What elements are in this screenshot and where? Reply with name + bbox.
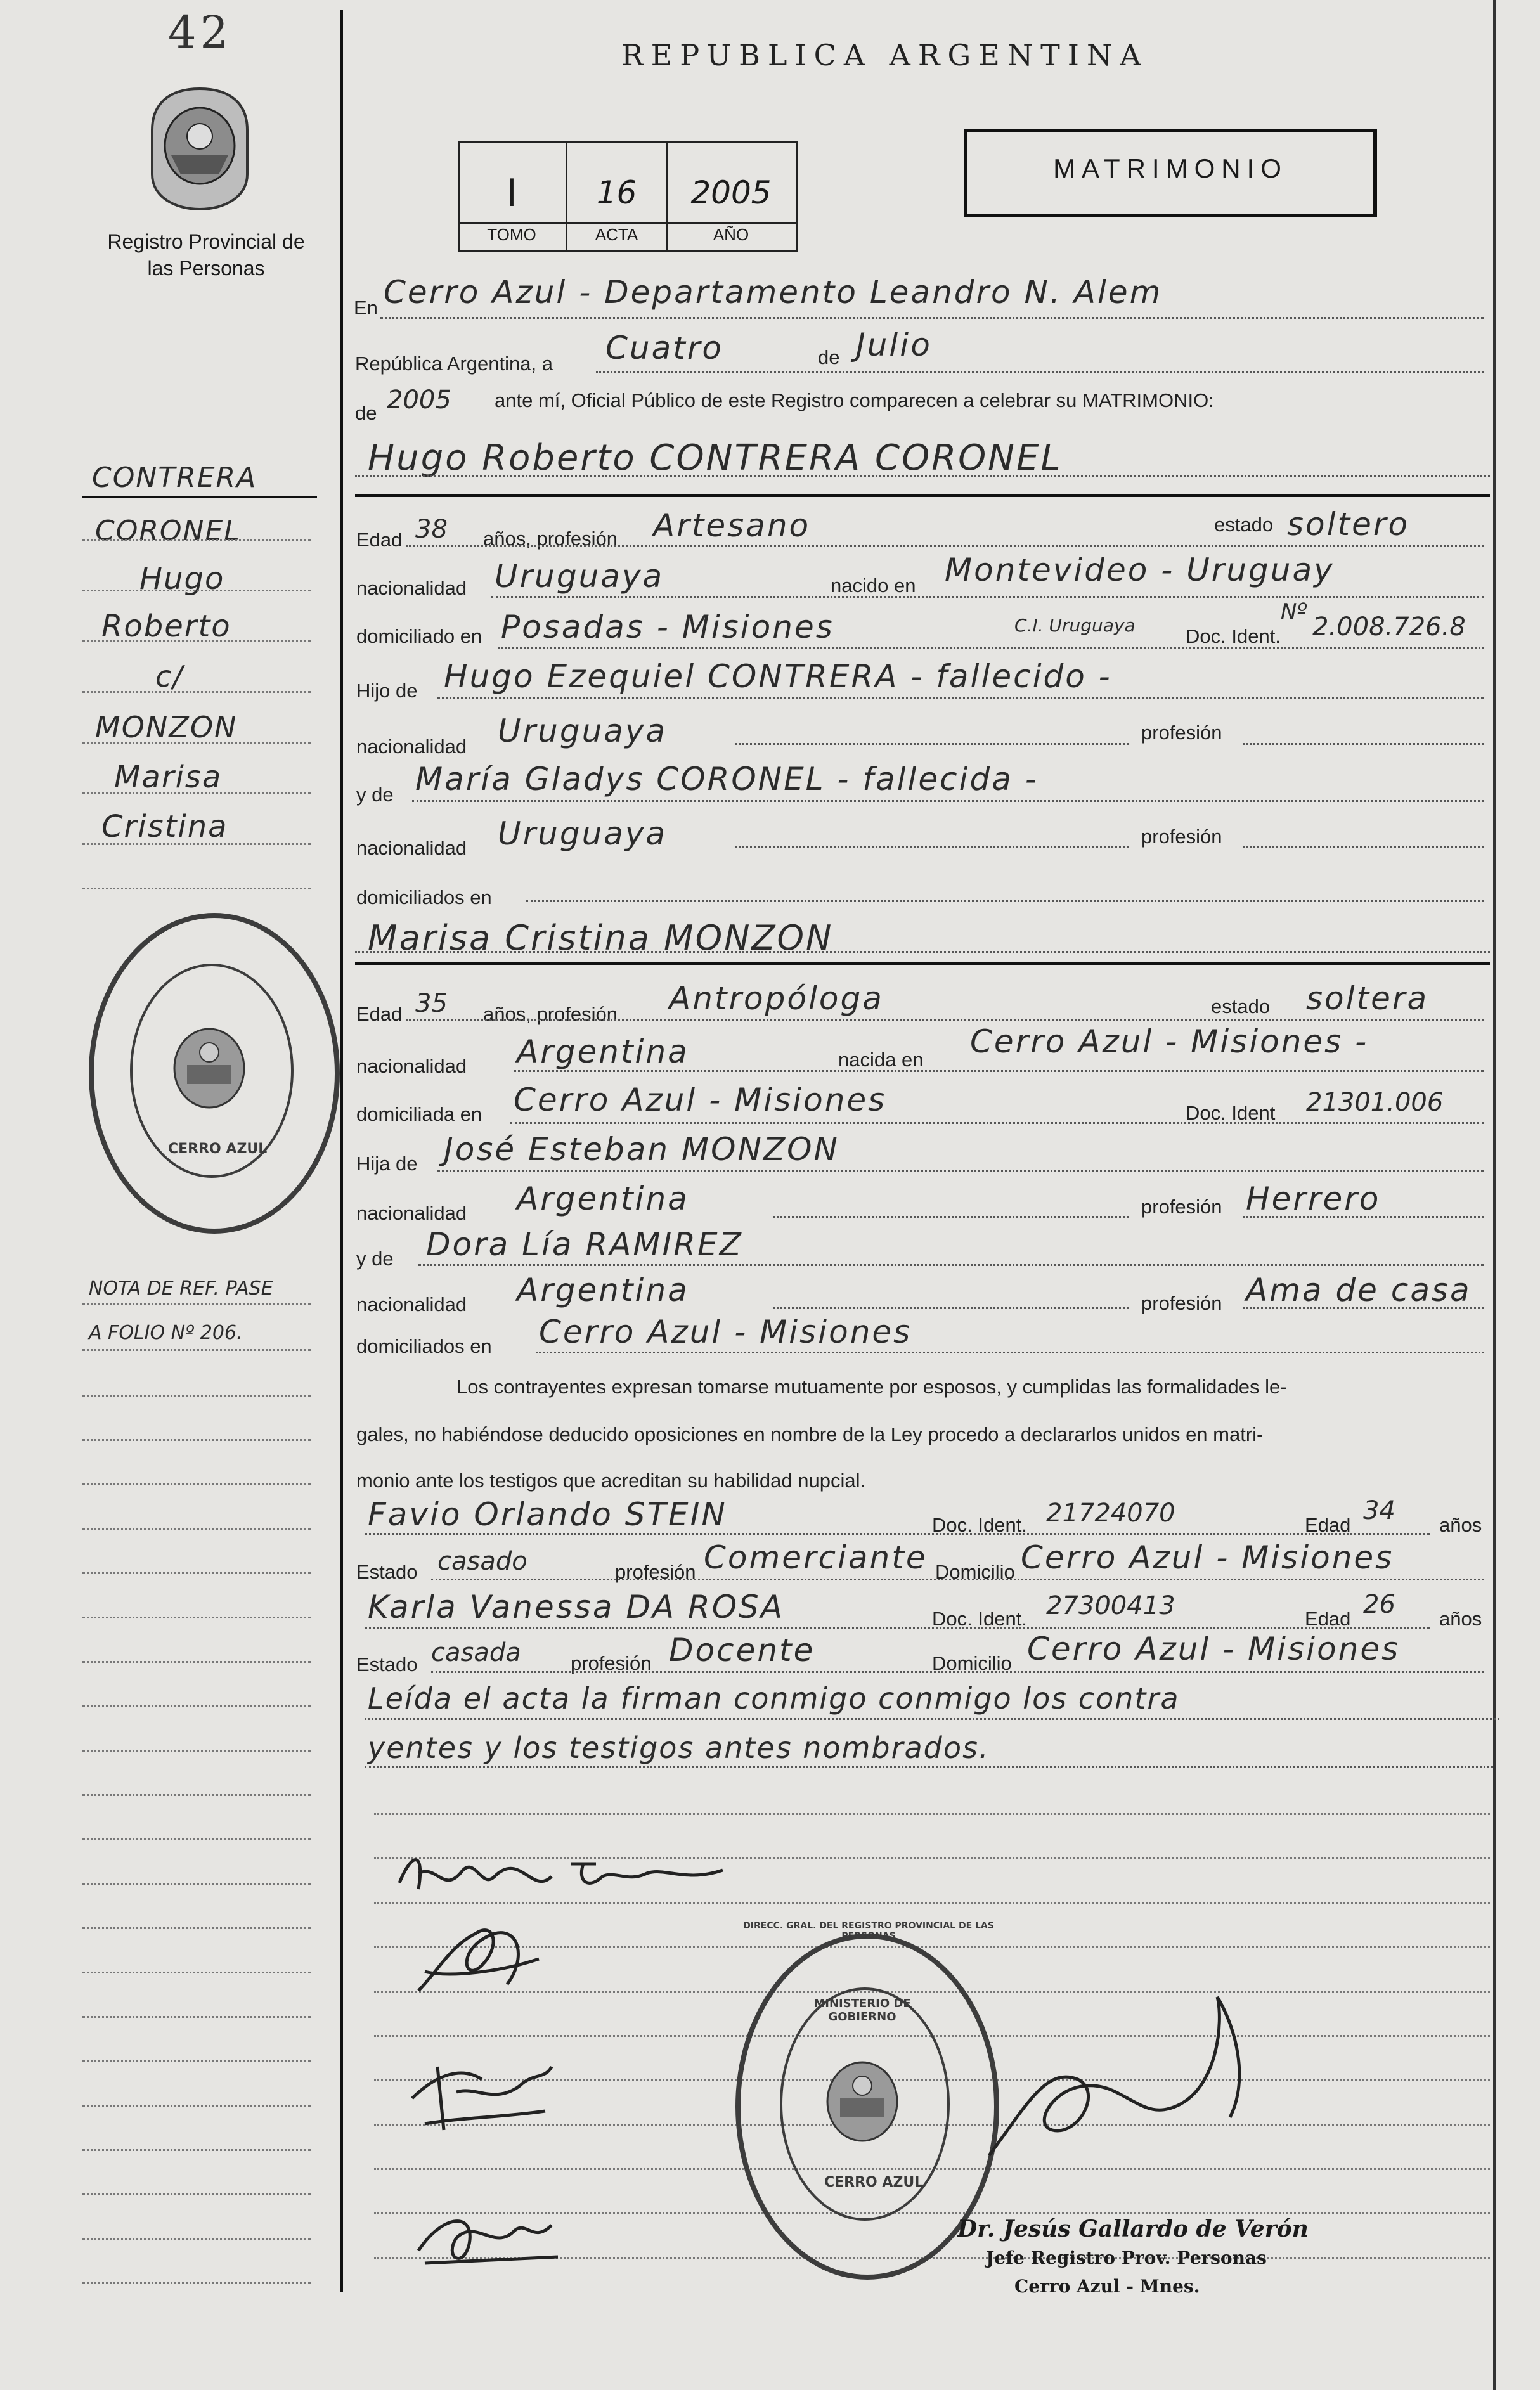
margin-note-1: NOTA DE REF. PASE xyxy=(89,1277,273,1300)
witness-1-doc-label: Doc. Ident. xyxy=(932,1514,1027,1536)
official-title: Jefe Registro Prov. Personas xyxy=(986,2247,1267,2268)
witness-1-estado: casado xyxy=(437,1547,527,1576)
groom-name: Hugo Roberto CONTRERA CORONEL xyxy=(368,437,1063,479)
bride-mother-nat: Argentina xyxy=(517,1272,689,1308)
groom-estado-label: estado xyxy=(1214,514,1274,536)
groom-doc-prefix: Nº xyxy=(1281,599,1307,624)
groom-doms-label: domiciliados en xyxy=(356,886,492,908)
country-title: REPUBLICA ARGENTINA xyxy=(621,38,1149,72)
closing-line-2: yentes y los testigos antes nombrados. xyxy=(368,1731,990,1765)
groom-hijo-label: Hijo de xyxy=(356,680,418,702)
groom-nac-label: nacionalidad xyxy=(356,577,467,599)
witness-1-domicile: Cerro Azul - Misiones xyxy=(1021,1539,1394,1576)
margin-divider xyxy=(340,10,343,2292)
witness-2-domicile: Cerro Azul - Misiones xyxy=(1027,1631,1401,1667)
witness-2-prof-label: profesión xyxy=(571,1652,652,1674)
groom-ci: C.I. Uruguaya xyxy=(1014,615,1136,636)
witness-1-edad-label: Edad xyxy=(1305,1514,1351,1536)
margin-con: c/ xyxy=(155,659,184,694)
groom-mother: María Gladys CORONEL - fallecida - xyxy=(415,761,1039,798)
groom-mother-nat-label: nacionalidad xyxy=(356,837,467,859)
groom-father-prof-label: profesión xyxy=(1141,721,1222,744)
groom-birthplace: Montevideo - Uruguay xyxy=(945,552,1335,588)
groom-nationality: Uruguaya xyxy=(495,558,664,595)
groom-mother-prof-label: profesión xyxy=(1141,825,1222,848)
witness-2-dom-label: Domicilio xyxy=(932,1652,1012,1674)
anio-value: 2005 xyxy=(690,174,772,211)
statement-line-3: monio ante los testigos que acreditan su habilidad nupcial. xyxy=(356,1470,866,1492)
page-right-edge xyxy=(1493,0,1496,2390)
groom-edad-label: Edad xyxy=(356,529,403,551)
groom-dom-label: domiciliado en xyxy=(356,625,482,647)
tomo-label: TOMO xyxy=(487,225,536,244)
signature-witness-2 xyxy=(406,2193,571,2276)
witness-2-edad-label: Edad xyxy=(1305,1608,1351,1630)
groom-mother-nat: Uruguaya xyxy=(498,815,668,852)
witness-1-age: 34 xyxy=(1363,1496,1395,1525)
bride-profession: Antropóloga xyxy=(669,980,884,1017)
day-value: Cuatro xyxy=(605,330,723,366)
bride-nationality: Argentina xyxy=(517,1033,689,1070)
witness-1-profession: Comerciante xyxy=(704,1539,928,1576)
groom-father-nat: Uruguaya xyxy=(498,713,668,749)
signature-official xyxy=(951,1991,1306,2181)
bride-doms-label: domiciliados en xyxy=(356,1335,492,1357)
intro-text: ante mí, Oficial Público de este Registro comparecen a celebrar su MATRIMONIO: xyxy=(495,389,1214,411)
bride-anos-label: años, profesión xyxy=(483,1003,618,1025)
witness-2-estado: casada xyxy=(431,1638,521,1667)
witness-1-doc: 21724070 xyxy=(1046,1499,1175,1528)
stamp-right-city: CERRO AZUL xyxy=(824,2174,924,2190)
statement-line-2: gales, no habiéndose deducido oposiciones en nombre de la Ley procedo a declararlos unidos en matri- xyxy=(356,1423,1264,1445)
stamp-right-outer: DIRECC. GRAL. DEL REGISTRO PROVINCIAL DE LAS PERSONAS xyxy=(743,1921,994,1941)
bride-nac-label: nacionalidad xyxy=(356,1055,467,1077)
groom-domicile: Posadas - Misiones xyxy=(501,609,834,645)
witness-2-profession: Docente xyxy=(669,1632,815,1669)
groom-age: 38 xyxy=(415,515,448,544)
margin-given-1: Hugo xyxy=(139,561,225,597)
tomo-value: I xyxy=(506,171,517,216)
witness-1-name: Favio Orlando STEIN xyxy=(368,1496,727,1533)
republica-label: República Argentina, a xyxy=(355,352,553,375)
bride-doc-num: 21301.006 xyxy=(1306,1088,1444,1117)
bride-mother: Dora Lía RAMIREZ xyxy=(426,1226,743,1263)
closing-line-1: Leída el acta la firman conmigo conmigo los contra xyxy=(368,1681,1180,1715)
bride-doc-label: Doc. Ident xyxy=(1186,1102,1276,1124)
margin-given-2: Roberto xyxy=(101,609,231,644)
groom-profession: Artesano xyxy=(653,507,811,544)
bride-nacida-label: nacida en xyxy=(838,1049,924,1071)
margin-surname-2: CORONEL xyxy=(95,515,241,547)
statement-line-1: Los contrayentes expresan tomarse mutuamente por esposos, y cumplidas las formalidades le- xyxy=(456,1376,1287,1398)
witness-1-prof-label: profesión xyxy=(615,1561,696,1583)
witness-1-dom-label: Domicilio xyxy=(935,1561,1015,1583)
groom-father: Hugo Ezequiel CONTRERA - fallecido - xyxy=(444,658,1112,695)
place-value: Cerro Azul - Departamento Leandro N. Alem xyxy=(384,274,1163,311)
acta-label: ACTA xyxy=(595,225,638,244)
bride-father-nat-label: nacionalidad xyxy=(356,1202,467,1224)
bride-birthplace: Cerro Azul - Misiones - xyxy=(970,1023,1369,1060)
margin-bride-given-1: Marisa xyxy=(114,759,223,795)
en-label: En xyxy=(354,297,378,319)
doc-type-label: MATRIMONIO xyxy=(1053,153,1288,183)
folio-number: 42 xyxy=(168,6,233,58)
witness-2-estado-label: Estado xyxy=(356,1653,418,1676)
groom-nacido-label: nacido en xyxy=(831,574,916,597)
anio-label: AÑO xyxy=(713,225,749,244)
bride-mother-nat-label: nacionalidad xyxy=(356,1293,467,1315)
margin-surname-1: CONTRERA xyxy=(92,462,257,494)
de-label-2: de xyxy=(355,402,377,424)
bride-domicile: Cerro Azul - Misiones xyxy=(514,1082,887,1118)
stamp-left-city: CERRO AZUL xyxy=(168,1141,268,1157)
bride-mother-prof-label: profesión xyxy=(1141,1292,1222,1314)
bride-yde-label: y de xyxy=(356,1248,394,1270)
month-value: Julio xyxy=(856,326,932,363)
bride-father-prof: Herrero xyxy=(1246,1180,1381,1217)
bride-mother-prof: Ama de casa xyxy=(1246,1272,1472,1308)
bride-age: 35 xyxy=(415,989,448,1018)
margin-note-2: A FOLIO Nº 206. xyxy=(89,1322,243,1344)
witness-1-estado-label: Estado xyxy=(356,1561,418,1583)
acta-value: 16 xyxy=(596,174,637,211)
groom-father-nat-label: nacionalidad xyxy=(356,735,467,758)
groom-doc-label: Doc. Ident. xyxy=(1186,625,1281,647)
groom-top-rule xyxy=(355,494,1490,497)
witness-2-age: 26 xyxy=(1363,1590,1395,1619)
bride-dom-label: domiciliada en xyxy=(356,1103,482,1125)
witness-2-name: Karla Vanessa DA ROSA xyxy=(368,1589,784,1625)
bride-father-prof-label: profesión xyxy=(1141,1196,1222,1218)
bride-top-rule xyxy=(355,962,1490,965)
bride-edad-label: Edad xyxy=(356,1003,403,1025)
bride-parents-dom: Cerro Azul - Misiones xyxy=(539,1314,912,1350)
bride-hija-label: Hija de xyxy=(356,1153,418,1175)
margin-bride-given-2: Cristina xyxy=(101,809,228,844)
coat-of-arms-icon-2 xyxy=(815,2054,910,2149)
stamp-right-inner: MINISTERIO DE GOBIERNO xyxy=(813,1997,911,2024)
groom-anos-label: años, profesión xyxy=(483,527,618,550)
bride-estado: soltera xyxy=(1306,980,1429,1017)
signature-bride xyxy=(399,1908,564,2010)
witness-2-doc-label: Doc. Ident. xyxy=(932,1608,1027,1630)
bride-name: Marisa Cristina MONZON xyxy=(368,918,834,958)
witness-2-anos-label: años xyxy=(1439,1608,1482,1630)
official-name: Dr. Jesús Gallardo de Verón xyxy=(957,2216,1309,2242)
signature-witness-1 xyxy=(399,2048,564,2143)
groom-yde-label: y de xyxy=(356,784,394,806)
margin-bride-surname: MONZON xyxy=(95,710,238,744)
witness-2-doc: 27300413 xyxy=(1046,1591,1175,1620)
shield-icon xyxy=(143,86,257,212)
bride-father-nat: Argentina xyxy=(517,1180,689,1217)
bride-estado-label: estado xyxy=(1211,995,1271,1017)
signature-groom xyxy=(393,1838,748,1908)
official-office: Cerro Azul - Mnes. xyxy=(1014,2276,1200,2297)
witness-1-anos-label: años xyxy=(1439,1514,1482,1536)
bride-father: José Esteban MONZON xyxy=(444,1131,839,1168)
year-value: 2005 xyxy=(387,385,451,415)
groom-doc-num: 2.008.726.8 xyxy=(1312,612,1466,642)
groom-estado: soltero xyxy=(1287,506,1410,543)
de-label-1: de xyxy=(818,346,840,368)
coat-of-arms-icon xyxy=(162,1021,257,1116)
registry-name: Registro Provincial de las Personas xyxy=(107,230,305,280)
